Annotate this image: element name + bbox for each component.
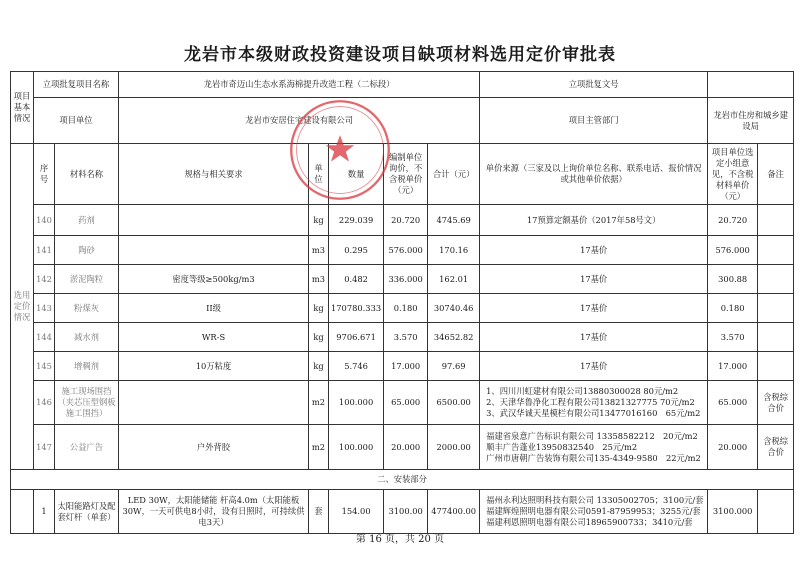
header-qty: 数量 (329, 144, 384, 205)
cell-seq: 145 (34, 352, 55, 381)
cell-note (758, 352, 794, 381)
cell-price: 576.000 (384, 236, 428, 265)
source-line: 1、四川川虹建材有限公司13880300028 80元/m2 (486, 386, 679, 396)
source-line: 福建省泉意广告标识有限公司 13358582212 20元/m2 (486, 430, 698, 441)
cell-name: 药剂 (55, 205, 119, 236)
cell-source (480, 381, 708, 425)
header-opinion: 项目单位选定小组意见，不含税材料单价（元） (708, 144, 758, 205)
cell-unit: m2 (309, 381, 329, 425)
cell-note (758, 205, 794, 236)
cell-qty: 229.039 (329, 205, 384, 236)
header-note: 备注 (758, 144, 794, 205)
cell-opinion: 20.000 (708, 425, 758, 470)
cell-price: 17.000 (384, 352, 428, 381)
cell-seq: 140 (34, 205, 55, 236)
cell-price: 3100.00 (384, 490, 428, 534)
cell-spec (119, 205, 309, 236)
cell-spec: 10万粘度 (119, 352, 309, 381)
cell-note (758, 294, 794, 323)
cell-spec: LED 30W，太阳能储能 杆高4.0m（太阳能板30W，一天可供电8小时，设有日照时，可持续供电3天） (119, 490, 309, 534)
column-header-row (11, 144, 794, 205)
cell-price: 0.180 (384, 294, 428, 323)
cell-unit: kg (309, 205, 329, 236)
cell-total: 477400.00 (428, 490, 480, 534)
cell-source (480, 425, 708, 470)
cell-price: 20.720 (384, 205, 428, 236)
header-spec: 规格与相关要求 (119, 144, 309, 205)
cell-total: 162.01 (428, 265, 480, 294)
source-line: 17预算定额基价（2017年58号文） (526, 214, 661, 225)
table-row (11, 294, 794, 323)
cell-unit: kg (309, 294, 329, 323)
cell-price: 20.000 (384, 425, 428, 470)
table-row (11, 381, 794, 425)
table-row (11, 323, 794, 352)
cell-spec: 密度等级≥500kg/m3 (119, 265, 309, 294)
cell-note (758, 236, 794, 265)
info-group-label: 项目基本情况 (11, 72, 34, 144)
cell-spec: WR-S (119, 323, 309, 352)
cell-total: 34652.82 (428, 323, 480, 352)
cell-qty: 154.00 (329, 490, 384, 534)
source-line: 17基价 (580, 360, 608, 371)
cell-name: 减水剂 (55, 323, 119, 352)
section-header-row (11, 470, 794, 490)
cell-qty: 5.746 (329, 352, 384, 381)
source-line: 17基价 (580, 302, 608, 313)
approval-doc-label: 立项批复文号 (480, 72, 708, 98)
cell-source (480, 236, 708, 265)
cell-unit: 套 (309, 490, 329, 534)
cell-price: 3.570 (384, 323, 428, 352)
source-line: 福州永利达照明科技有限公司 13305002705；3100元/套 (486, 495, 704, 505)
cell-opinion: 65.000 (708, 381, 758, 425)
table-row (11, 425, 794, 470)
header-seq: 序号 (34, 144, 55, 205)
page-footer: 第 16 页，共 20 页 (355, 534, 445, 545)
project-name-label: 立项批复项目名称 (34, 72, 119, 98)
section-title: 二、安装部分 (11, 470, 794, 490)
cell-qty: 9706.671 (329, 323, 384, 352)
cell-price: 336.000 (384, 265, 428, 294)
project-name-value: 龙岩市奇迈山生态水系海棉提升改造工程（二标段） (119, 72, 480, 98)
source-line: 福建辉煌照明电器有限公司0591-87959953；3255元/套 (486, 506, 701, 516)
cell-total: 170.16 (428, 236, 480, 265)
project-unit-value: 龙岩市安居住宅建设有限公司 (119, 98, 480, 144)
header-name: 材料名称 (55, 144, 119, 205)
cell-source (480, 352, 708, 381)
source-line: 福建利恩照明电器有限公司18965900733；3410元/套 (486, 517, 693, 527)
cell-unit: m3 (309, 265, 329, 294)
cell-total: 97.69 (428, 352, 480, 381)
cell-spec (119, 381, 309, 425)
table-row (11, 205, 794, 236)
cell-note: 含税综合价 (758, 425, 794, 470)
header-total: 合计（元） (428, 144, 480, 205)
table-row (11, 265, 794, 294)
project-name-row (11, 72, 794, 98)
pricing-group-label: 选用定价情况 (11, 144, 34, 470)
cell-qty: 0.295 (329, 236, 384, 265)
cell-name: 陶砂 (55, 236, 119, 265)
group-cell-empty (11, 490, 34, 534)
cell-name: 太阳能路灯及配套灯杆（单套） (55, 490, 119, 534)
source-line: 17基价 (580, 244, 608, 255)
cell-source (480, 323, 708, 352)
cell-qty: 0.482 (329, 265, 384, 294)
project-unit-row (11, 98, 794, 144)
cell-opinion: 17.000 (708, 352, 758, 381)
cell-opinion: 576.000 (708, 236, 758, 265)
cell-spec: 户外背胶 (119, 425, 309, 470)
cell-name: 增稠剂 (55, 352, 119, 381)
cell-opinion: 3100.000 (708, 490, 758, 534)
cell-qty: 100.000 (329, 425, 384, 470)
source-line: 3、武汉华诚天星模栏有限公司13477016160 65元/m2 (486, 408, 701, 418)
cell-note (758, 323, 794, 352)
cell-name: 施工现场围挡（夹芯压型钢板施工围挡） (55, 381, 119, 425)
cell-qty: 170780.333 (329, 294, 384, 323)
cell-seq: 146 (34, 381, 55, 425)
page-title: 龙岩市本级财政投资建设项目缺项材料选用定价审批表 (184, 45, 616, 65)
cell-name: 公益广告 (55, 425, 119, 470)
cell-name: 淤泥陶粒 (55, 265, 119, 294)
cell-seq: 143 (34, 294, 55, 323)
cell-seq: 144 (34, 323, 55, 352)
dept-value: 龙岩市住房和城乡建设局 (708, 98, 794, 144)
source-line: 广州市唐朝广告装饰有限公司135-4349-9580 22元/m2 (486, 452, 701, 463)
dept-label: 项目主管部门 (480, 98, 708, 144)
cell-total: 4745.69 (428, 205, 480, 236)
cell-total: 2000.00 (428, 425, 480, 470)
cell-qty: 100.000 (329, 381, 384, 425)
cell-opinion: 3.570 (708, 323, 758, 352)
source-line: 17基价 (580, 331, 608, 342)
approval-doc-value (708, 72, 794, 98)
cell-spec (119, 236, 309, 265)
cell-unit: kg (309, 323, 329, 352)
cell-unit: m2 (309, 425, 329, 470)
cell-name: 粉煤灰 (55, 294, 119, 323)
cell-source (480, 294, 708, 323)
approval-table (10, 71, 794, 534)
cell-seq: 142 (34, 265, 55, 294)
company-seal (287, 97, 393, 203)
source-line: 2、天津华鲁净化工程有限公司13821327775 70元/m2 (486, 397, 695, 407)
header-unit: 单位 (309, 144, 329, 205)
project-unit-label: 项目单位 (34, 98, 119, 144)
table-row (11, 236, 794, 265)
cell-note (758, 490, 794, 534)
cell-unit: kg (309, 352, 329, 381)
cell-note: 含税综合价 (758, 381, 794, 425)
cell-note (758, 265, 794, 294)
cell-total: 30740.46 (428, 294, 480, 323)
cell-seq: 141 (34, 236, 55, 265)
cell-opinion: 0.180 (708, 294, 758, 323)
cell-seq: 147 (34, 425, 55, 470)
cell-total: 6500.00 (428, 381, 480, 425)
cell-unit: m3 (309, 236, 329, 265)
source-line: 17基价 (580, 273, 608, 284)
cell-source (480, 205, 708, 236)
source-line: 顺丰广告蓬业13950832540 25元/m2 (486, 441, 638, 452)
cell-opinion: 300.88 (708, 265, 758, 294)
cell-opinion: 20.720 (708, 205, 758, 236)
cell-price: 65.000 (384, 381, 428, 425)
header-price: 编制单位询价，不含税单价（元） (384, 144, 428, 205)
table-row (11, 490, 794, 534)
cell-spec: II级 (119, 294, 309, 323)
cell-source (480, 265, 708, 294)
table-row (11, 352, 794, 381)
cell-source (480, 490, 708, 534)
cell-seq: 1 (34, 490, 55, 534)
header-source: 单价来源（三家及以上询价单位名称、联系电话、报价情况或其他单价依据） (480, 144, 708, 205)
